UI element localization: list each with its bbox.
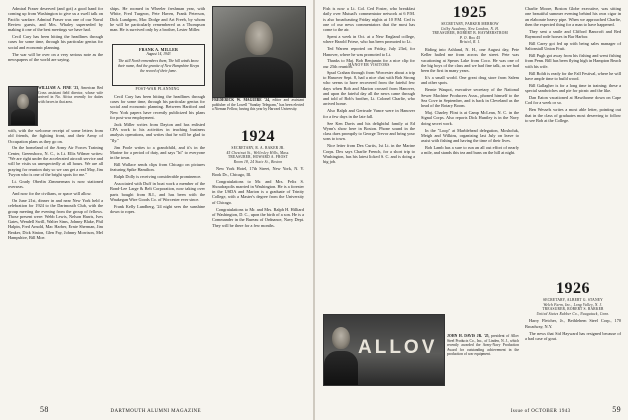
paragraph: Jim Poole writes to a grandchild, and it's in the Marine for a period of duty, and says "hi" to everyone in the town. [110, 144, 205, 161]
paragraph: Cecil Cary has been hitting the headlines through cases for some time, through his particular genius for social and economic planning. [8, 34, 103, 50]
paragraph: Associated with Duff in boat work a member of the Bond-Lee Large & Belt Corporation, now taking over parts bought from R.I., and has been with the Waukegan Wire Goods Co. of Worcester ever since. [110, 181, 205, 202]
treasurer-address: P. O. Box 45 [459, 35, 481, 40]
photo-william-fine [8, 86, 38, 126]
paragraph: Fish is now a Lt. Col. Ced Foster, who breakfast daily over Mutual's commentator network at 6 P.M. is also broadcasting Friday nights at 10 P.M. Ced is one of our news commentators that the most has come to the air. [323, 6, 415, 33]
magazine-title: DARTMOUTH ALUMNI MAGAZINE [110, 409, 201, 414]
class-year-heading: 1925 [453, 4, 487, 21]
paragraph: Bill Gallagher is for a long time in training; these a special sandwiches and pie for picnic and the like. [525, 82, 621, 94]
treasurer-title: TREASURER, HOWARD A. FROST [227, 155, 288, 160]
paragraph: with, with the welcome receipt of some letters from old friends, the fighting front, and their Army of Occupation plans as they go on. [8, 128, 103, 144]
paragraph: Bill Carey got fed up with being sales manager of Saltonstall Union Fruit. [525, 40, 621, 52]
left-col2-top [110, 6, 205, 42]
paragraph: Thanks to Maj. Bob Benjamin for a nice clip for our 25th reunion. [323, 58, 415, 69]
caption-name: WILLIAM A. FINE '23, [38, 86, 80, 90]
section-heading: POST-WAR PLANNING [135, 87, 180, 92]
memorial-box [112, 44, 205, 86]
paragraph: Ralph Dolly is receiving considerable prominence. [114, 174, 202, 180]
right-col3-1926 [525, 280, 621, 390]
paragraph: Spud Crahan through from Worcester about a trip to Hanover Sept. 8, had a nice chat with Bob Strong who seems to have recovered from the fateful few days when Bob and Marion crossed from Hanover, and upon the fateful day all the news came through and told of Bob's brother, Lt. Colonel Charlie, who arrived home. [323, 69, 415, 107]
paragraph: Also Ralph and Gertrude Vance were in Hanover for a few days in the late fall. [323, 108, 415, 119]
page-number: 59 [612, 405, 621, 414]
secretary-address: 45 Chestnut St., Wellesley Hills, Mass. [226, 150, 290, 155]
paragraph: On June 21st, dinner in and near New York held a celebration for 1924 to the Dartmouth Club, with the group meeting the evening from the group of fellows. Those present were: Webb Lewis, Nelson Harris, Ives Gates, Wendell Swill, Walter Sims, Johnny Blake, Phil Halpin, Fred Arnold, Mac Harber, Ernie Sherman, Jim Beaker, Dick Sinion, Glen Fay, Johnny Morrison, Mel Hampshire, Bill Moe. [8, 197, 103, 241]
right-page [315, 0, 628, 420]
section-heading: HANOVER VISITORS [348, 63, 390, 68]
memorial-name: FRANK A. MILLER [138, 47, 179, 52]
paragraph: The war will be over on a very serious note as the newspapers of the world are saying. [8, 51, 103, 62]
photo-caption-frederick-maguire [212, 98, 304, 120]
paragraph: Ben Wessels writes a most able letter, pointing out that in the class of graduates most deserving to follow to see Bob at the College. [525, 107, 621, 123]
paragraph: Bill Pugh got away from his fishing and went fishing from Penn. Bill has been flying high in Hampton Beach with his wife. [525, 53, 621, 69]
photo-frederick-maguire [212, 6, 306, 98]
paragraph: Spent a week in Oct. at a New England college, where Harold Friese, who has been promoted to Lt. [323, 34, 415, 45]
page-number: 58 [40, 405, 49, 414]
treasurer-address: United States Rubber Co., Naugatuck, Conn. [536, 311, 610, 316]
caption-name: JOHN H. DAVIS JR. '25, [447, 334, 490, 338]
paragraph: The news that Sid Hayward has resigned because of a bad case of gout. [525, 330, 621, 341]
secretary-address: Welch Farm, Inc., Long Valley, N. J. [543, 302, 603, 307]
treasurer-address: Room 18, 24 State St., Boston [233, 159, 283, 164]
treasurer-title: TREASURER, ROBERT B. HAYMERSTROM [432, 31, 508, 36]
paragraph: In the "Loop" at Marblehead delegation, Mosholuk, Meigh and Wilkins, organizing last July on leave to assist with fishing and having the time of their lives. [421, 127, 519, 144]
secretary-title: SECRETARY, ALBERT G. STANEY [543, 298, 603, 302]
paragraph: Admiral Fraser deserved (and got) a good hand for coming up from Washington to give us a swell talk on Pacific warfare. Admiral Fraser was one of our Naval Review guests, and Mrs. Whaley superseded by making it one of the best meetings we have had. [8, 6, 103, 33]
left-col1-body [8, 128, 103, 390]
caption-text: editor and assistant publisher of the Lowell "Sunday Telegram," has been elected a Nieman Fellow, having this year by Harvard University. [212, 98, 304, 112]
paragraph: Jack Miller writes from Dayton and has enlisted CPA work to his activities in teaching business analysis operations, and writes that he will be glad to "fly." [110, 121, 205, 143]
paragraph: Lt. Grady Oberlin Zimmerman is now stationed overseas. [8, 178, 103, 190]
paragraph: Bill Boldt is ready for the Fall Festival, where he will have ample time to build wood. [525, 70, 622, 81]
photo-caption-william-fine [38, 86, 103, 126]
paragraph: Congratulations to Mr. and Mrs. Ralph H. Hilliard of Washington, D. C., upon the birth of a son. He is a Commander in the Bureau of Ordnance, Navy Dept. They will be there for a few months. [212, 206, 304, 228]
paragraph: New York Hotel, 17th Street, New York, N. Y. Book Dr., Chicago, Ill. [212, 166, 304, 177]
paragraph: Riding into Ashland, N. H., one August day, Pete Keller hailed me from across the street. Pete was vacationing at Spears Lake from Coco. He was one of the big boys of the class and we had fine talk, as we had been the first in many years. [421, 46, 519, 74]
caption-name: FREDERICK W. MAGUIRE '24, [212, 98, 270, 102]
right-col3-body [525, 6, 621, 278]
secretary-address: Colby Academy, New London, N. H. [440, 26, 500, 31]
paragraph: Ted Warren reported on Friday, July 23rd, for Hanover, where he was promoted to Lt. [323, 46, 415, 57]
paragraph: Harry Fletcher, Jr., Bethlehem Steel Corp., 170 Broadway, N.Y. [525, 318, 621, 329]
paragraph: Dan Eaton vacationed at Hawthorne down on Cape Cod for a week or so. [525, 95, 621, 106]
paragraph: On the homeland of the Army Air Forces Training Center, Greensboro, N. C., is Lt. Ellis Wilmer writes: "We are right under the accelerated aircraft service and will be visits us unexpectedly at all hours. We are all praying for reunion duty so we can get a real May, Jim Twyon who is one of the bright spots for me." [8, 145, 103, 177]
paragraph: ships. He roomed in Wheeler freshman year, with White, Fred Turgeon, Pete Haven, Frank Peterson, Dick Lundgren, Mac Dodge and Art Freeh, by whom he will be particularly remembered as a Thompson man. He is survived only by a brother, Lester Miller. [110, 6, 205, 33]
treasurer-city: Bristol, R. I. [459, 40, 481, 45]
treasurer-title: TREASURER, ROBERT S. BARKER [542, 307, 604, 312]
paragraph: Congratulations to Mr. and Mrs. Felix S. Shoudrapolis married in Washington. He is a forester in the USDA and Marion is a graduate of Trinity College, with a Master's degree from the University of Chicago. [212, 178, 304, 205]
left-col2-body [110, 86, 205, 274]
paragraph: It's a small world. One great drug store from Salem and other spots. [421, 75, 519, 86]
left-page [0, 0, 313, 420]
class-year-heading: 1924 [241, 128, 275, 145]
issue-date: Issue of OCTOBER 1943 [510, 409, 571, 414]
paragraph: Charlie Moore, Boston Globe executive, was sitting one beautiful summer evening behind his own cigar in an elaborate heavy pipe. When we approached Charlie, then the expected thing for a man to have happened. [525, 6, 621, 27]
paragraph: Cecil Cary has been hitting the headlines through cases for some time, through his particular genius for social and economic planning. Between Hartford and New York papers have recently publicized his plans for post-war employment. [110, 93, 205, 120]
left-footer [40, 405, 280, 414]
paragraph: Frank Kelly Lundberg, '24 night sees the sunshine down to ropes. [110, 203, 205, 215]
caption-text: president of Allov Steel Products Co., Inc., of Linden, N. J., which recently awarded the Army-Navy Production Award for outstanding achievement in the production of war equipment. [447, 334, 520, 357]
paragraph: See Ken Davis and his delightful family at Ed Wynn's show here in Boston. Phone sound in the class dues promptly to George Trevor and bring your sons to town. [323, 120, 415, 142]
paragraph: Bob Lamb has a sure to run an all out effort of nearly a mile, and stands this tea and buns on the hill at night. [421, 144, 519, 156]
photo-sign-letters: ALLOV [358, 337, 438, 358]
paragraph: Bill Wallace sends clips from Chicago on pictures featuring Spike Hamilton. [110, 162, 205, 173]
secretary-title: SECRETARY, PARKER MERROW [441, 22, 499, 26]
class-year-heading: 1926 [556, 280, 590, 297]
photo-caption-john-davis [447, 334, 519, 386]
memorial-date: August 14, 1943 [146, 52, 171, 56]
left-col3-body [212, 128, 304, 390]
paragraph: They sent a smile and Clifford Bancroft and Red Raymond rode horses in Bar Harbor. [525, 28, 621, 40]
paragraph: Bernie Waupot, executive secretary of the National Sewer Machine Producers Assn., phoned himself to the Sea Cove in September, and is back in Cleveland as the head of the Rotary Boom. [421, 87, 519, 109]
paragraph: Maj. Charley Flint is at Camp McLean, N. C. in the Signal Corps. Also reports Dick Huntley is in the Navy doing secret work. [421, 110, 519, 126]
right-footer [435, 405, 621, 414]
left-col1-top [8, 6, 103, 84]
right-col1-body [323, 62, 415, 310]
paragraph: Nice letter from Dex Curtis, 1st Lt. in the Marine Corps. Dex says Charlie French, for a short trip to Washington, has his latest licked S. C. and is doing a big job. [323, 143, 415, 165]
secretary-title: SECRETARY, R. A. BAKER JR. [231, 146, 285, 150]
caption-text: American Red Cross assistant field director, whose wife arrived in No. Africa recently for duties with forces in that area. [38, 86, 104, 104]
memorial-verse: The still North remembers them, The hill winds know their name, And the granite of New Hampshire Keeps the record of their fame. [117, 59, 200, 73]
paragraph: And now for the civilians, or space will allow. [12, 191, 92, 197]
right-col2-body [421, 4, 519, 330]
